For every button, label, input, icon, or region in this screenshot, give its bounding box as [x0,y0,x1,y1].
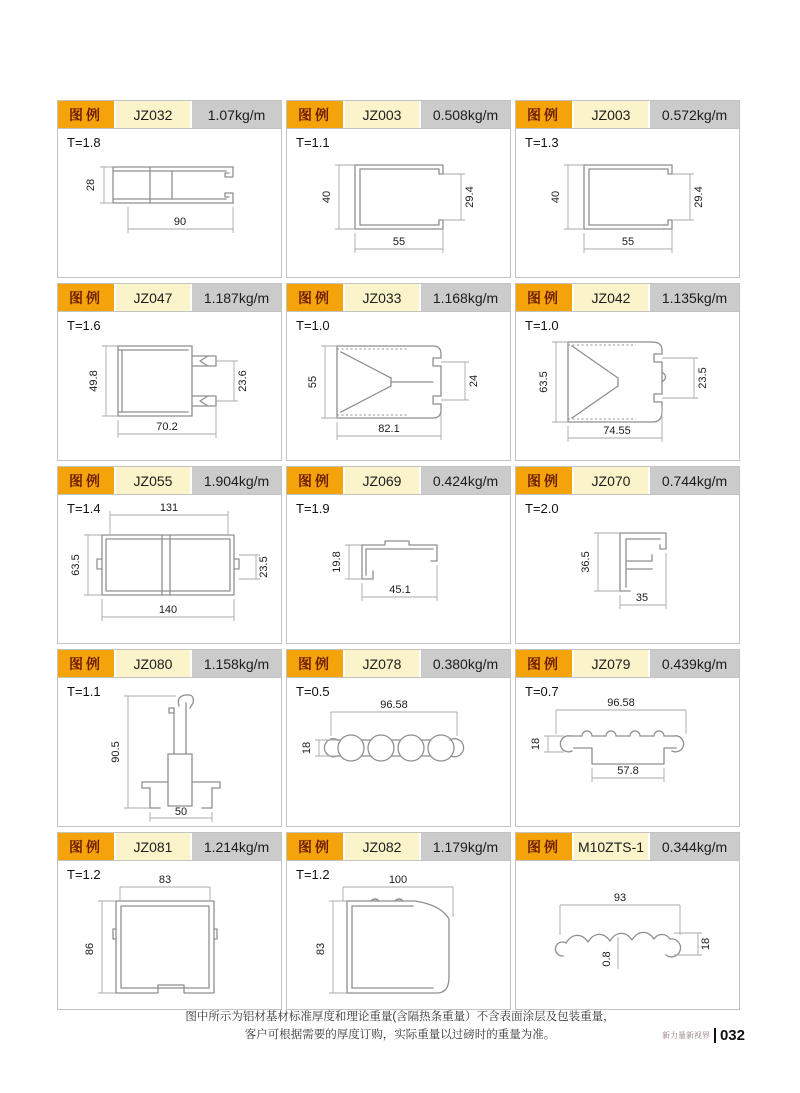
dimension-lines [580,533,666,609]
card-header [516,650,739,678]
brand-block [662,1028,745,1043]
dim-label-left: 90.5 [110,741,122,763]
dim-label-top: 83 [158,874,172,886]
dim-label-bottom: 55 [392,236,406,248]
dimension-lines [538,342,709,442]
brand-tagline: 新力量新视界 [661,1031,710,1040]
model-code: JZ042 [574,284,648,311]
dimension-lines [85,167,233,233]
dim-label-bottom: 45.1 [389,584,411,596]
legend-badge: 图例 [516,650,572,677]
profile-card-jz032 [57,100,282,278]
profile-card-jz003a [286,100,511,278]
dimension-lines [84,874,210,993]
profile-card-jz003b [515,100,740,278]
dim-label-right: 24 [468,374,480,388]
card-header [58,101,281,129]
dim-label-bottom: 70.2 [156,421,178,433]
thickness-label: T=1.9 [296,501,330,516]
dim-label-left: 40 [550,190,562,204]
profile-drawing [516,495,739,643]
weight-value: 0.380kg/m [421,650,510,677]
profile-drawing [287,495,510,643]
profile-card-jz080 [57,649,282,827]
thickness-label: T=1.6 [67,318,101,333]
profile-card-jz082 [286,832,511,1010]
weight-value: 1.179kg/m [421,833,510,860]
card-header [58,833,281,861]
profile-drawing [516,312,739,460]
legend-badge: 图例 [287,101,343,128]
thickness-label: T=1.3 [525,135,559,150]
thickness-label: T=0.5 [296,684,330,699]
legend-badge: 图例 [287,833,343,860]
dim-label-left: 55 [307,375,319,389]
profile-outline [324,735,463,761]
dimension-lines [307,346,480,440]
dim-label-left: 36.5 [580,551,592,573]
footer-note-line2: 客户可根据需要的厚度订购，实际重量以过磅时的重量为准。 [244,1029,556,1041]
weight-value: 1.135kg/m [650,284,739,311]
card-header [516,284,739,312]
dim-label-top: 93 [613,892,627,904]
thickness-label: T=1.1 [67,684,101,699]
profile-drawing [287,129,510,277]
dim-label-bottom: 57.8 [617,765,639,777]
profile-drawing [516,861,739,1009]
dimension-lines [315,874,453,993]
weight-value: 1.187kg/m [192,284,281,311]
profile-drawing [58,312,281,460]
profile-drawing [58,129,281,277]
profile-card-jz069 [286,466,511,644]
dim-label-bottom: 90 [173,216,187,228]
dimension-lines [331,545,437,601]
model-code: JZ082 [345,833,419,860]
dimension-lines [560,892,712,969]
dimension-lines [88,346,249,438]
legend-badge: 图例 [516,284,572,311]
model-code: M10ZTS-1 [574,833,648,860]
dim-label-bottom: 74.55 [603,425,631,437]
legend-badge: 图例 [516,101,572,128]
profile-card-m10zts-1 [515,832,740,1010]
profile-outline [560,731,683,764]
dim-label-mid: 0.8 [601,951,613,967]
thickness-label: T=0.7 [525,684,559,699]
weight-value: 0.508kg/m [421,101,510,128]
profile-outline [620,533,666,591]
dimension-lines [321,165,476,253]
dimension-lines [530,697,686,782]
dim-label-bottom: 50 [174,806,188,818]
card-header [516,467,739,495]
model-code: JZ033 [345,284,419,311]
legend-badge: 图例 [287,284,343,311]
dim-label-top: 96.58 [380,699,408,711]
profile-drawing [516,129,739,277]
thickness-label: T=1.4 [67,501,101,516]
dimension-lines [110,696,212,822]
profile-outline [118,346,216,416]
dim-label-bottom: 82.1 [378,423,400,435]
model-code: JZ078 [345,650,419,677]
dim-label-left: 83 [315,942,327,956]
profile-outline [113,167,233,203]
profile-card-jz078 [286,649,511,827]
model-code: JZ055 [116,467,190,494]
card-header [516,101,739,129]
profile-outline [113,901,217,993]
profile-card-jz033 [286,283,511,461]
dimension-lines [550,165,705,253]
legend-badge: 图例 [516,833,572,860]
page-number: 032 [714,1028,745,1043]
weight-value: 0.344kg/m [650,833,739,860]
weight-value: 0.424kg/m [421,467,510,494]
model-code: JZ032 [116,101,190,128]
card-header [58,467,281,495]
profile-drawing [287,312,510,460]
legend-badge: 图例 [58,833,114,860]
profile-card-jz047 [57,283,282,461]
card-header [287,833,510,861]
weight-value: 0.744kg/m [650,467,739,494]
dim-label-left: 18 [530,737,542,751]
profile-drawing [58,861,281,1009]
dim-label-right: 29.4 [464,186,476,208]
dim-label-left: 63.5 [538,371,550,393]
weight-value: 1.158kg/m [192,650,281,677]
dim-label-top: 100 [388,874,408,886]
dim-label-left: 63.5 [70,554,82,576]
legend-badge: 图例 [58,650,114,677]
legend-badge: 图例 [58,467,114,494]
profile-drawing [287,861,510,1009]
profile-card-jz070 [515,466,740,644]
profile-outline [97,535,239,595]
legend-badge: 图例 [58,101,114,128]
thickness-label: T=1.1 [296,135,330,150]
model-code: JZ070 [574,467,648,494]
profile-outline [355,165,443,229]
weight-value: 1.904kg/m [192,467,281,494]
profile-card-jz042 [515,283,740,461]
dim-label-left: 19.8 [331,551,343,573]
model-code: JZ079 [574,650,648,677]
weight-value: 0.572kg/m [650,101,739,128]
dim-label-top: 96.58 [607,697,635,709]
model-code: JZ003 [345,101,419,128]
model-code: JZ003 [574,101,648,128]
thickness-label: T=1.2 [296,867,330,882]
dim-label-bottom: 140 [158,604,178,616]
card-header [58,284,281,312]
weight-value: 1.168kg/m [421,284,510,311]
profile-card-jz081 [57,832,282,1010]
legend-badge: 图例 [287,650,343,677]
dim-label-bottom: 55 [621,236,635,248]
card-header [287,467,510,495]
model-code: JZ080 [116,650,190,677]
legend-badge: 图例 [287,467,343,494]
legend-badge: 图例 [516,467,572,494]
legend-badge: 图例 [58,284,114,311]
profile-drawing [58,678,281,826]
thickness-label: T=1.8 [67,135,101,150]
dim-label-left: 18 [301,741,313,755]
card-header [287,101,510,129]
profile-outline [362,541,437,579]
dim-label-left: 28 [85,178,97,192]
card-header [287,284,510,312]
weight-value: 0.439kg/m [650,650,739,677]
model-code: JZ047 [116,284,190,311]
profile-outline [568,342,666,422]
profile-card-jz055 [57,466,282,644]
dim-label-bottom: 35 [635,592,649,604]
profile-outline [142,695,220,808]
dim-label-left: 49.8 [88,370,100,392]
dim-label-top: 131 [159,502,179,514]
thickness-label: T=1.0 [525,318,559,333]
thickness-label: T=2.0 [525,501,559,516]
profile-drawing [516,678,739,826]
dim-label-right: 23.5 [258,556,270,578]
footer-note-line1: 图中所示为铝材基材标准厚度和理论重量(含隔热条重量）不含表面涂层及包装重量， [185,1011,615,1023]
dim-label-right: 23.5 [697,367,709,389]
thickness-label: T=1.0 [296,318,330,333]
profile-drawing [58,495,281,643]
card-header [516,833,739,861]
dim-label-right: 18 [700,937,712,951]
weight-value: 1.214kg/m [192,833,281,860]
profile-drawing [287,678,510,826]
dim-label-left: 40 [321,190,333,204]
model-code: JZ081 [116,833,190,860]
profile-outline [584,165,672,229]
profile-card-jz079 [515,649,740,827]
weight-value: 1.07kg/m [192,101,281,128]
card-header [58,650,281,678]
profile-outline [337,346,441,418]
dim-label-left: 86 [84,942,96,956]
dim-label-right: 23.6 [237,370,249,392]
profile-outline [347,899,449,993]
thickness-label: T=1.2 [67,867,101,882]
card-header [287,650,510,678]
dim-label-right: 29.4 [693,186,705,208]
model-code: JZ069 [345,467,419,494]
